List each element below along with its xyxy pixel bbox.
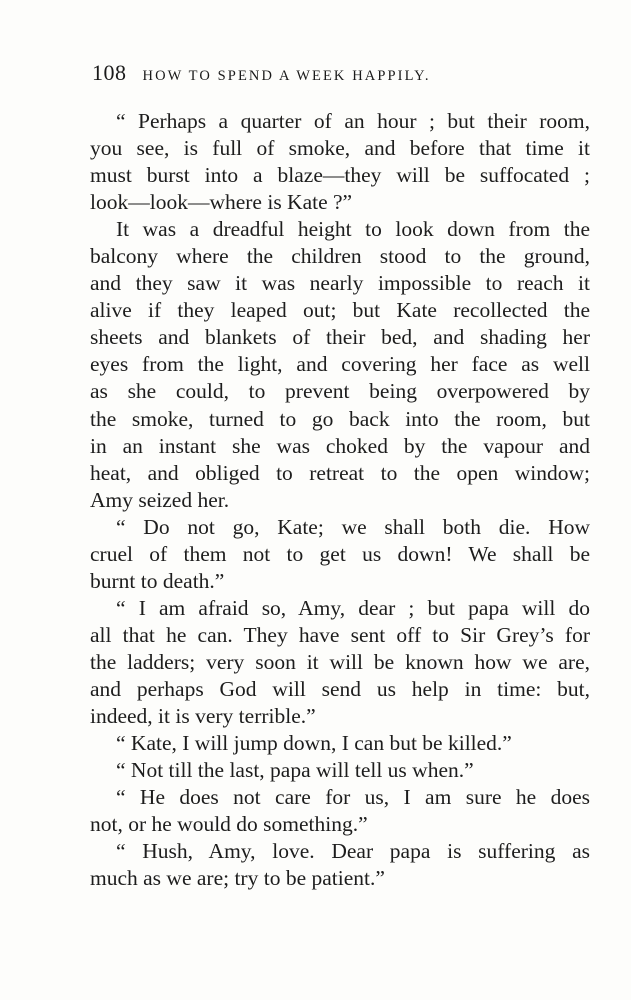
text-line: “ Not till the last, papa will tell us when.”: [116, 758, 474, 783]
text-line: burnt to death.”: [90, 568, 225, 593]
text-line: much as we are; try to be patient.”: [90, 866, 385, 891]
text-line: you see, is full of smoke, and before that time it: [90, 136, 590, 161]
running-head: [92, 60, 532, 90]
text-line: It was a dreadful height to look down from the: [116, 217, 590, 242]
text-line: “ Do not go, Kate; we shall both die. How: [116, 514, 590, 539]
text-line: “ Perhaps a quarter of an hour ; but their room,: [116, 109, 590, 133]
page-number: 108: [92, 60, 127, 85]
body-text: [90, 108, 590, 892]
text-line: in an instant she was choked by the vapour and: [90, 433, 590, 458]
text-line: and they saw it was nearly impossible to reach it: [90, 271, 590, 296]
text-line: not, or he would do something.”: [90, 812, 368, 837]
text-line: balcony where the children stood to the ground,: [90, 244, 590, 269]
text-line: as she could, to prevent being overpowered by: [90, 379, 590, 404]
text-line: “ I am afraid so, Amy, dear ; but papa will do: [116, 595, 590, 620]
text-line: Amy seized her.: [90, 487, 230, 512]
running-title: HOW TO SPEND A WEEK HAPPILY.: [142, 68, 431, 84]
text-line: “ Hush, Amy, love. Dear papa is suffering as: [116, 839, 590, 864]
text-line: the smoke, turned to go back into the room, but: [90, 406, 590, 431]
text-line: “ He does not care for us, I am sure he does: [116, 785, 590, 810]
text-line: sheets and blankets of their bed, and shading her: [90, 325, 590, 350]
text-line: eyes from the light, and covering her face as well: [90, 352, 590, 377]
text-line: alive if they leaped out; but Kate recollected the: [90, 298, 590, 323]
text-line: all that he can. They have sent off to Sir Grey’s for: [90, 622, 590, 647]
text-line: the ladders; very soon it will be known how we are,: [90, 649, 590, 674]
text-line: “ Kate, I will jump down, I can but be killed.”: [116, 731, 512, 756]
text-line: indeed, it is very terrible.”: [90, 704, 316, 729]
text-line: and perhaps God will send us help in time: but,: [90, 676, 590, 701]
text-line: heat, and obliged to retreat to the open window;: [90, 460, 590, 485]
text-line: must burst into a blaze—they will be suffocated ;: [90, 163, 590, 188]
text-line: look—look—where is Kate ?”: [90, 190, 353, 215]
text-line: cruel of them not to get us down! We shall be: [90, 541, 590, 566]
